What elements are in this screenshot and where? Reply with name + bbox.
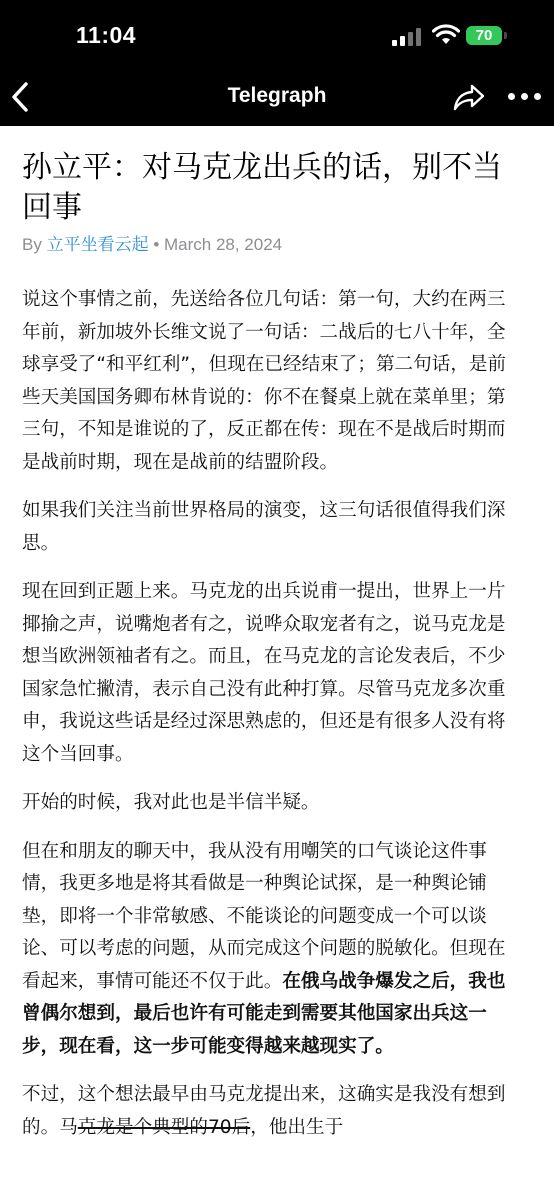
author-link[interactable]: 立平坐看云起 (46, 235, 149, 254)
nav-bar (0, 70, 554, 126)
paragraph (22, 836, 522, 1064)
paragraph: 现在回到正题上来。马克龙的出兵说甫一提出，世界上一片揶揄之声，说嘴炮者有之，说哗众取宠者有之，说马克龙是想当欧洲领袖者有之。而且，在马克龙的言论发表后，不少国家急忙撇清，表示自己没有此种打算。尽管马克龙多次重申，我说这些话是经过深思熟虑的，但还是有很多人没有将这个当回事。 (22, 581, 506, 765)
article-date: March 28, 2024 (164, 235, 283, 254)
article-body (22, 284, 522, 1160)
paragraph-text: ，他出生于 (250, 1116, 344, 1138)
byline-prefix: By (22, 235, 42, 254)
paragraph-text: 不过，这个想法最早由马克龙提出来，这确实是我没有想到的。马 (22, 1084, 506, 1138)
nav-title: Telegraph (227, 84, 327, 107)
paragraph-bold-text: 在俄乌战争爆发之后，我也曾偶尔想到，最后也许有可能走到需要其他国家出兵这一步，现在看，这一步可能变得越来越现实了。 (22, 970, 506, 1057)
top-bar (0, 0, 554, 126)
more-icon[interactable] (508, 90, 542, 104)
paragraph: 说这个事情之前，先送给各位几句话：第一句，大约在两三年前，新加坡外长维文说了一句话：二战后的七八十年，全球享受了“和平红利”，但现在已经结束了；第二句话，是前些天美国国务卿布林肯说的：你不在餐桌上就在菜单里；第三句，不知是谁说的了，反正都在传：现在不是战后时期而是战前时期，现在是战前的结盟阶段。 (22, 289, 507, 473)
status-bar (0, 0, 554, 70)
byline-separator: • (153, 235, 160, 254)
battery-indicator: 70 (466, 26, 502, 45)
paragraph-text: 但在和朋友的聊天中，我从没有用嘲笑的口气谈论这件事情，我更多地是将其看做是一种舆论试探，是一种舆论铺垫，即将一个非常敏感、不能谈论的问题变成一个可以谈论、可以考虑的问题，从而完成这个问题的脱敏化。但现在看起来，事情可能还不仅于此。 (22, 840, 506, 992)
strikethrough-text: 克龙是个典型的70后 (77, 1116, 251, 1138)
cellular-signal-icon (392, 26, 422, 46)
share-icon[interactable] (452, 82, 486, 112)
article-title: 孙立平：对马克龙出兵的话，别不当回事 (22, 150, 502, 225)
status-time: 11:04 (76, 22, 137, 48)
paragraph: 开始的时候，我对此也是半信半疑。 (22, 792, 320, 813)
battery-tip (504, 32, 507, 39)
article-byline (22, 230, 282, 255)
paragraph: 如果我们关注当前世界格局的演变，这三句话很值得我们深思。 (22, 500, 506, 554)
wifi-icon (432, 24, 460, 46)
paragraph (22, 1079, 522, 1144)
